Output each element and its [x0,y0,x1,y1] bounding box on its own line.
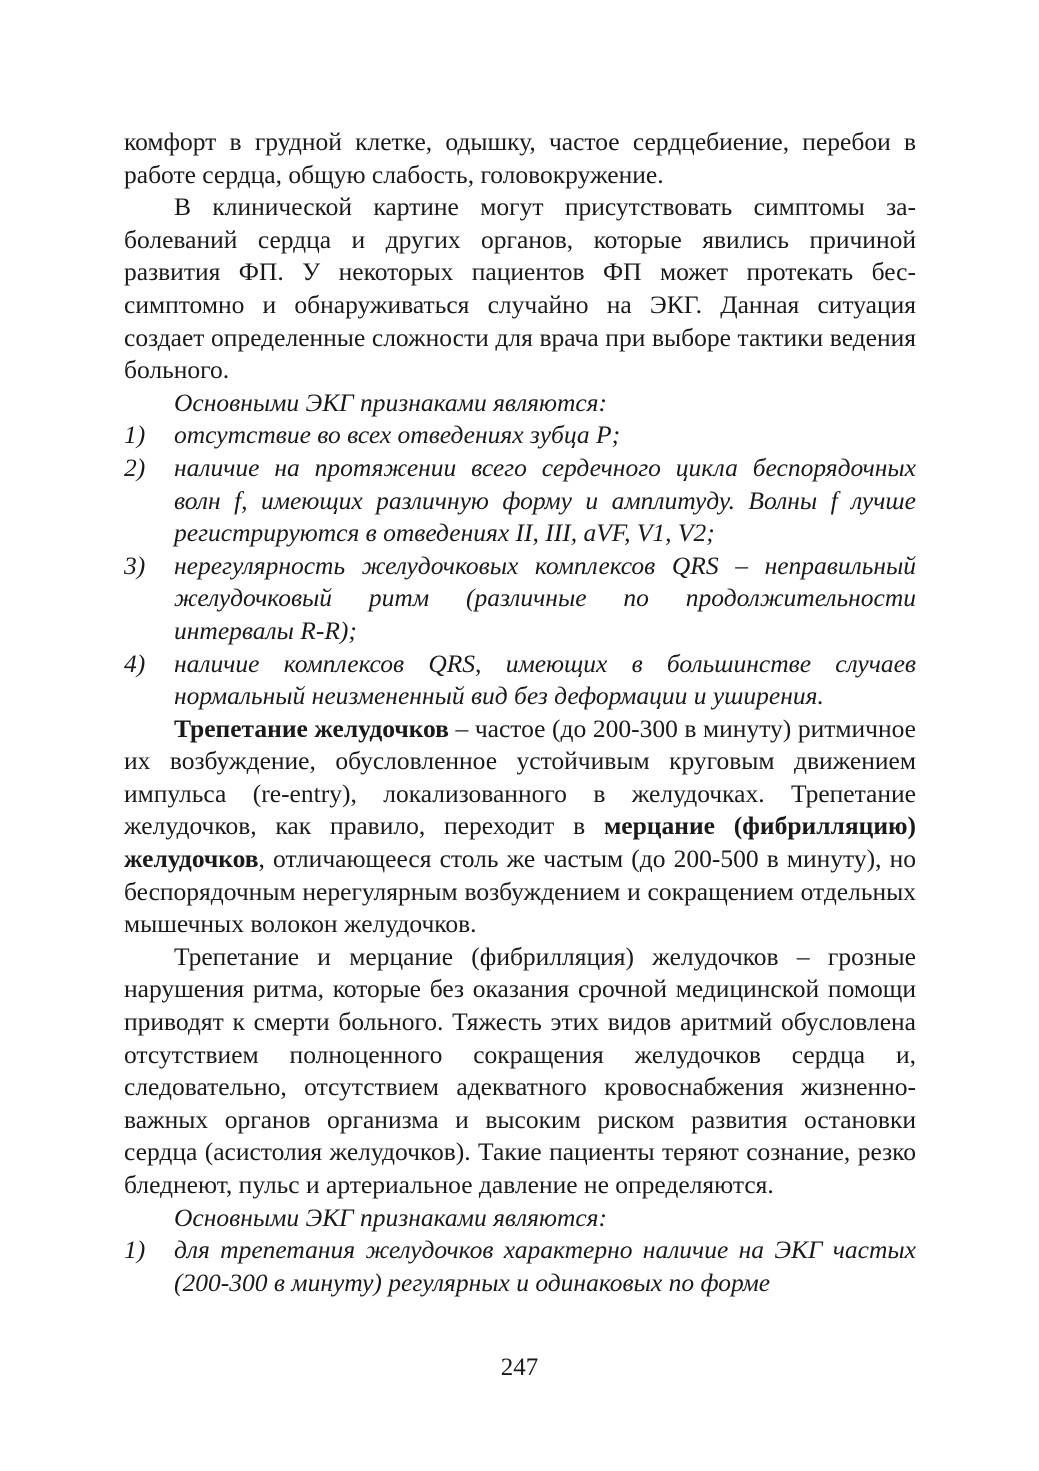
paragraph-clinical-picture [124,191,916,387]
list-item [124,648,916,713]
list-item [124,419,916,452]
page-number: 247 [500,1354,539,1381]
ecg-signs-list-vf [124,1234,916,1299]
flutter-text-b: , отличающееся столь же частым (до 200-500 в минуту), но беспорядочным нерегулярным возбуждением и сокращением отдельных мышечных волокон желудочков. [124,844,916,939]
ecg-signs-heading: Основными ЭКГ признаками являются: [174,387,608,417]
list-item [124,452,916,550]
flutter-text-a: – частое (до 200-300 в минуту) ритмичное их возбуждение, обусловленное устойчивым круговым движением импульса (re-entry), локализованного в желудочках. Трепетание желудочков, как правило, переходит в [124,713,916,841]
severity-text: Трепетание и мерцание (фибрилляция) желудочков – грозные нарушения ритма, которые без оказания срочной медицинской помощи приводят к смерти больного. Тяжесть этих видов аритмий обусловлена отсутствием полноценного сокращения желудочков сердца и, следовательно, отсутствием адекватного кровоснабжения жизненно-важных органов организма и высоким риском развития остановки сердца (асистолия желудочков). Такие пациенты теряют сознание, резко бледнеют, пульс и артериальное давление не определяются. [124,941,916,1199]
list-item-number: 2) [124,452,146,482]
term-ventricular-fibrillation: мерцание (фибрилляцию) желудочков [124,811,916,874]
list-item-text: для трепетания желудочков характерно наличие на ЭКГ частых (200-300 в минуту) регулярных и одинаковых по форме [174,1235,916,1297]
paragraph-continuation: комфорт в грудной клетке, одышку, частое сердцебиение, перебои в работе сердца, общую слабость, головокружение. [124,127,916,189]
clinical-picture-text: В клинической картине могут присутствовать симптомы заболеваний сердца и других органов, которые явились причиной развития ФП. У некоторых пациентов ФП может протекать бессимптомно и обнаруживаться случайно на ЭКГ. Данная ситуация создает определенные сложности для врача при выборе тактики ведения больного. [124,192,916,385]
term-ventricular-flutter: Трепетание желудочков [174,713,449,743]
list-item-number: 1) [124,420,146,450]
paragraph-severity [124,941,916,1202]
list-item-text: наличие на протяжении всего сердечного цикла беспорядочных волн f, имеющих различную форму и амплитуду. Волны f лучше регистрируются в отведениях II, III, aVF, V1, V2; [174,452,916,548]
list-item-number: 1) [124,1235,146,1265]
list-item-text: наличие комплексов QRS, имеющих в большинстве случаев нормальный неизмененный вид без деформации и уширения. [174,648,916,711]
list-item-number: 3) [124,550,146,580]
list-item [124,550,916,648]
paragraph-ventricular-flutter [124,713,916,941]
list-item-text: отсутствие во всех отведениях зубца Р; [174,420,621,450]
page-body [124,126,916,1299]
ecg-signs-heading-2: Основными ЭКГ признаками являются: [174,1202,608,1232]
list-item [124,1234,916,1299]
ecg-signs-list-af [124,419,916,712]
list-item-number: 4) [124,648,146,678]
list-item-text: нерегулярность желудочковых комплексов QRS – неправильный желудочковый ритм (различные по продолжительности интервалы R-R); [174,550,916,645]
